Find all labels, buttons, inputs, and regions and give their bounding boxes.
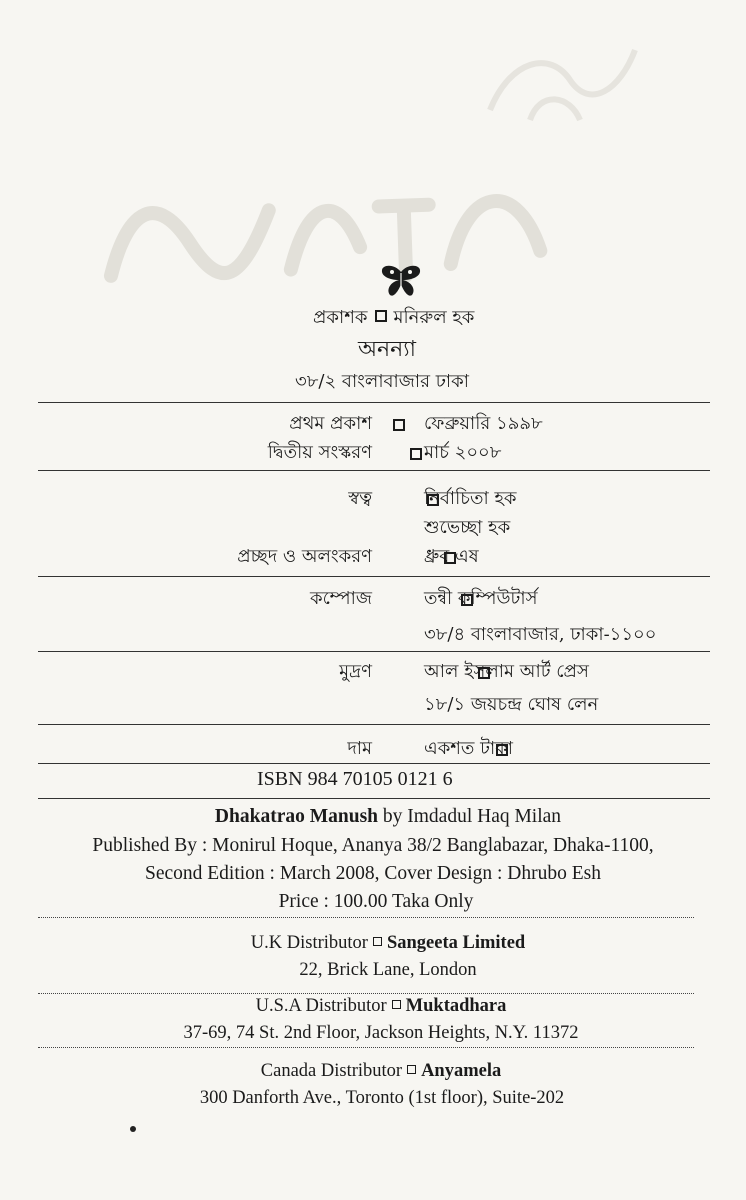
compose-value-1: তন্বী কম্পিউটার্স: [424, 588, 538, 609]
published-by: Published By : Monirul Hoque, Ananya 38/2 Banglabazar, Dhaka-1100,: [92, 835, 654, 856]
publisher-address: ৩৮/২ বাংলাবাজার ঢাকা: [295, 371, 469, 392]
canada-distributor-label: Canada Distributor: [260, 1061, 403, 1081]
ink-dot: [130, 1126, 136, 1132]
uk-distributor-address: 22, Brick Lane, London: [299, 960, 477, 980]
compose-label: কম্পোজ: [309, 588, 372, 609]
dotted-divider-1: [38, 917, 694, 918]
first-edition-value: ফেব্রুয়ারি ১৯৯৮: [424, 413, 543, 434]
dotted-divider-3: [38, 1047, 694, 1048]
edition-line: Second Edition : March 2008, Cover Design : Dhrubo Esh: [144, 863, 602, 884]
publisher-name: মনিরুল হক: [393, 307, 475, 328]
usa-distributor-address: 37-69, 74 St. 2nd Floor, Jackson Heights, N.Y. 11372: [183, 1023, 579, 1043]
divider-6: [38, 763, 710, 764]
copyright-value-2: শুভেচ্ছা হক: [424, 517, 511, 538]
copyright-value-1: নির্বাচিতা হক: [424, 488, 517, 509]
square-bullet-icon: [375, 310, 387, 322]
book-credit-line: [0, 806, 746, 828]
publisher-label: প্রকাশক: [313, 307, 368, 328]
usa-distributor-name: Muktadhara: [405, 996, 507, 1016]
compose-value-2: ৩৮/৪ বাংলাবাজার, ঢাকা-১১০০: [424, 624, 657, 645]
book-byline: by Imdadul Haq Milan: [382, 806, 562, 827]
divider-2: [38, 470, 710, 471]
canada-distributor-line: [0, 1061, 746, 1082]
square-bullet-icon: [393, 419, 405, 431]
square-bullet-icon: [407, 1065, 416, 1074]
printer-label: মুদ্রণ: [339, 661, 372, 682]
first-edition-label: প্রথম প্রকাশ: [289, 413, 372, 434]
square-bullet-icon: [392, 1000, 401, 1009]
printer-value-2: ১৮/১ জয়চন্দ্র ঘোষ লেন: [424, 694, 599, 715]
dotted-divider-2: [38, 993, 694, 994]
canada-distributor-address: 300 Danforth Ave., Toronto (1st floor), Suite-202: [199, 1088, 565, 1108]
divider-7: [38, 798, 710, 799]
copyright-label: স্বত্ব: [348, 488, 372, 509]
cover-design-value: ধ্রুব এষ: [424, 546, 479, 567]
square-bullet-icon: [373, 937, 382, 946]
butterfly-logo-icon: [380, 264, 422, 302]
square-bullet-icon: [410, 448, 422, 460]
uk-distributor-name: Sangeeta Limited: [386, 933, 526, 953]
canada-distributor-name: Anyamela: [421, 1061, 502, 1081]
publisher-line: [313, 303, 474, 334]
cover-design-label: প্রচ্ছদ ও অলংকরণ: [237, 546, 372, 567]
second-edition-label: দ্বিতীয় সংস্করণ: [267, 442, 372, 463]
divider-1: [38, 402, 710, 403]
usa-distributor-label: U.S.A Distributor: [255, 996, 387, 1016]
divider-3: [38, 576, 710, 577]
divider-4: [38, 651, 710, 652]
uk-distributor-line: [0, 933, 746, 954]
uk-distributor-label: U.K Distributor: [250, 933, 368, 953]
book-title: Dhakatrao Manush: [214, 806, 378, 827]
show-through-flower: [470, 20, 650, 144]
second-edition-value: মার্চ ২০০৮: [424, 442, 502, 463]
usa-distributor-line: [0, 996, 746, 1017]
show-through-artwork: [98, 170, 572, 319]
isbn: ISBN 984 70105 0121 6: [257, 768, 453, 790]
publishing-house: অনন্যা: [357, 337, 417, 362]
english-price: Price : 100.00 Taka Only: [278, 891, 474, 912]
price-label: দাম: [347, 738, 372, 759]
printer-value-1: আল ইসলাম আর্ট প্রেস: [424, 661, 589, 682]
price-value: একশত টাকা: [424, 738, 514, 759]
divider-5: [38, 724, 710, 725]
